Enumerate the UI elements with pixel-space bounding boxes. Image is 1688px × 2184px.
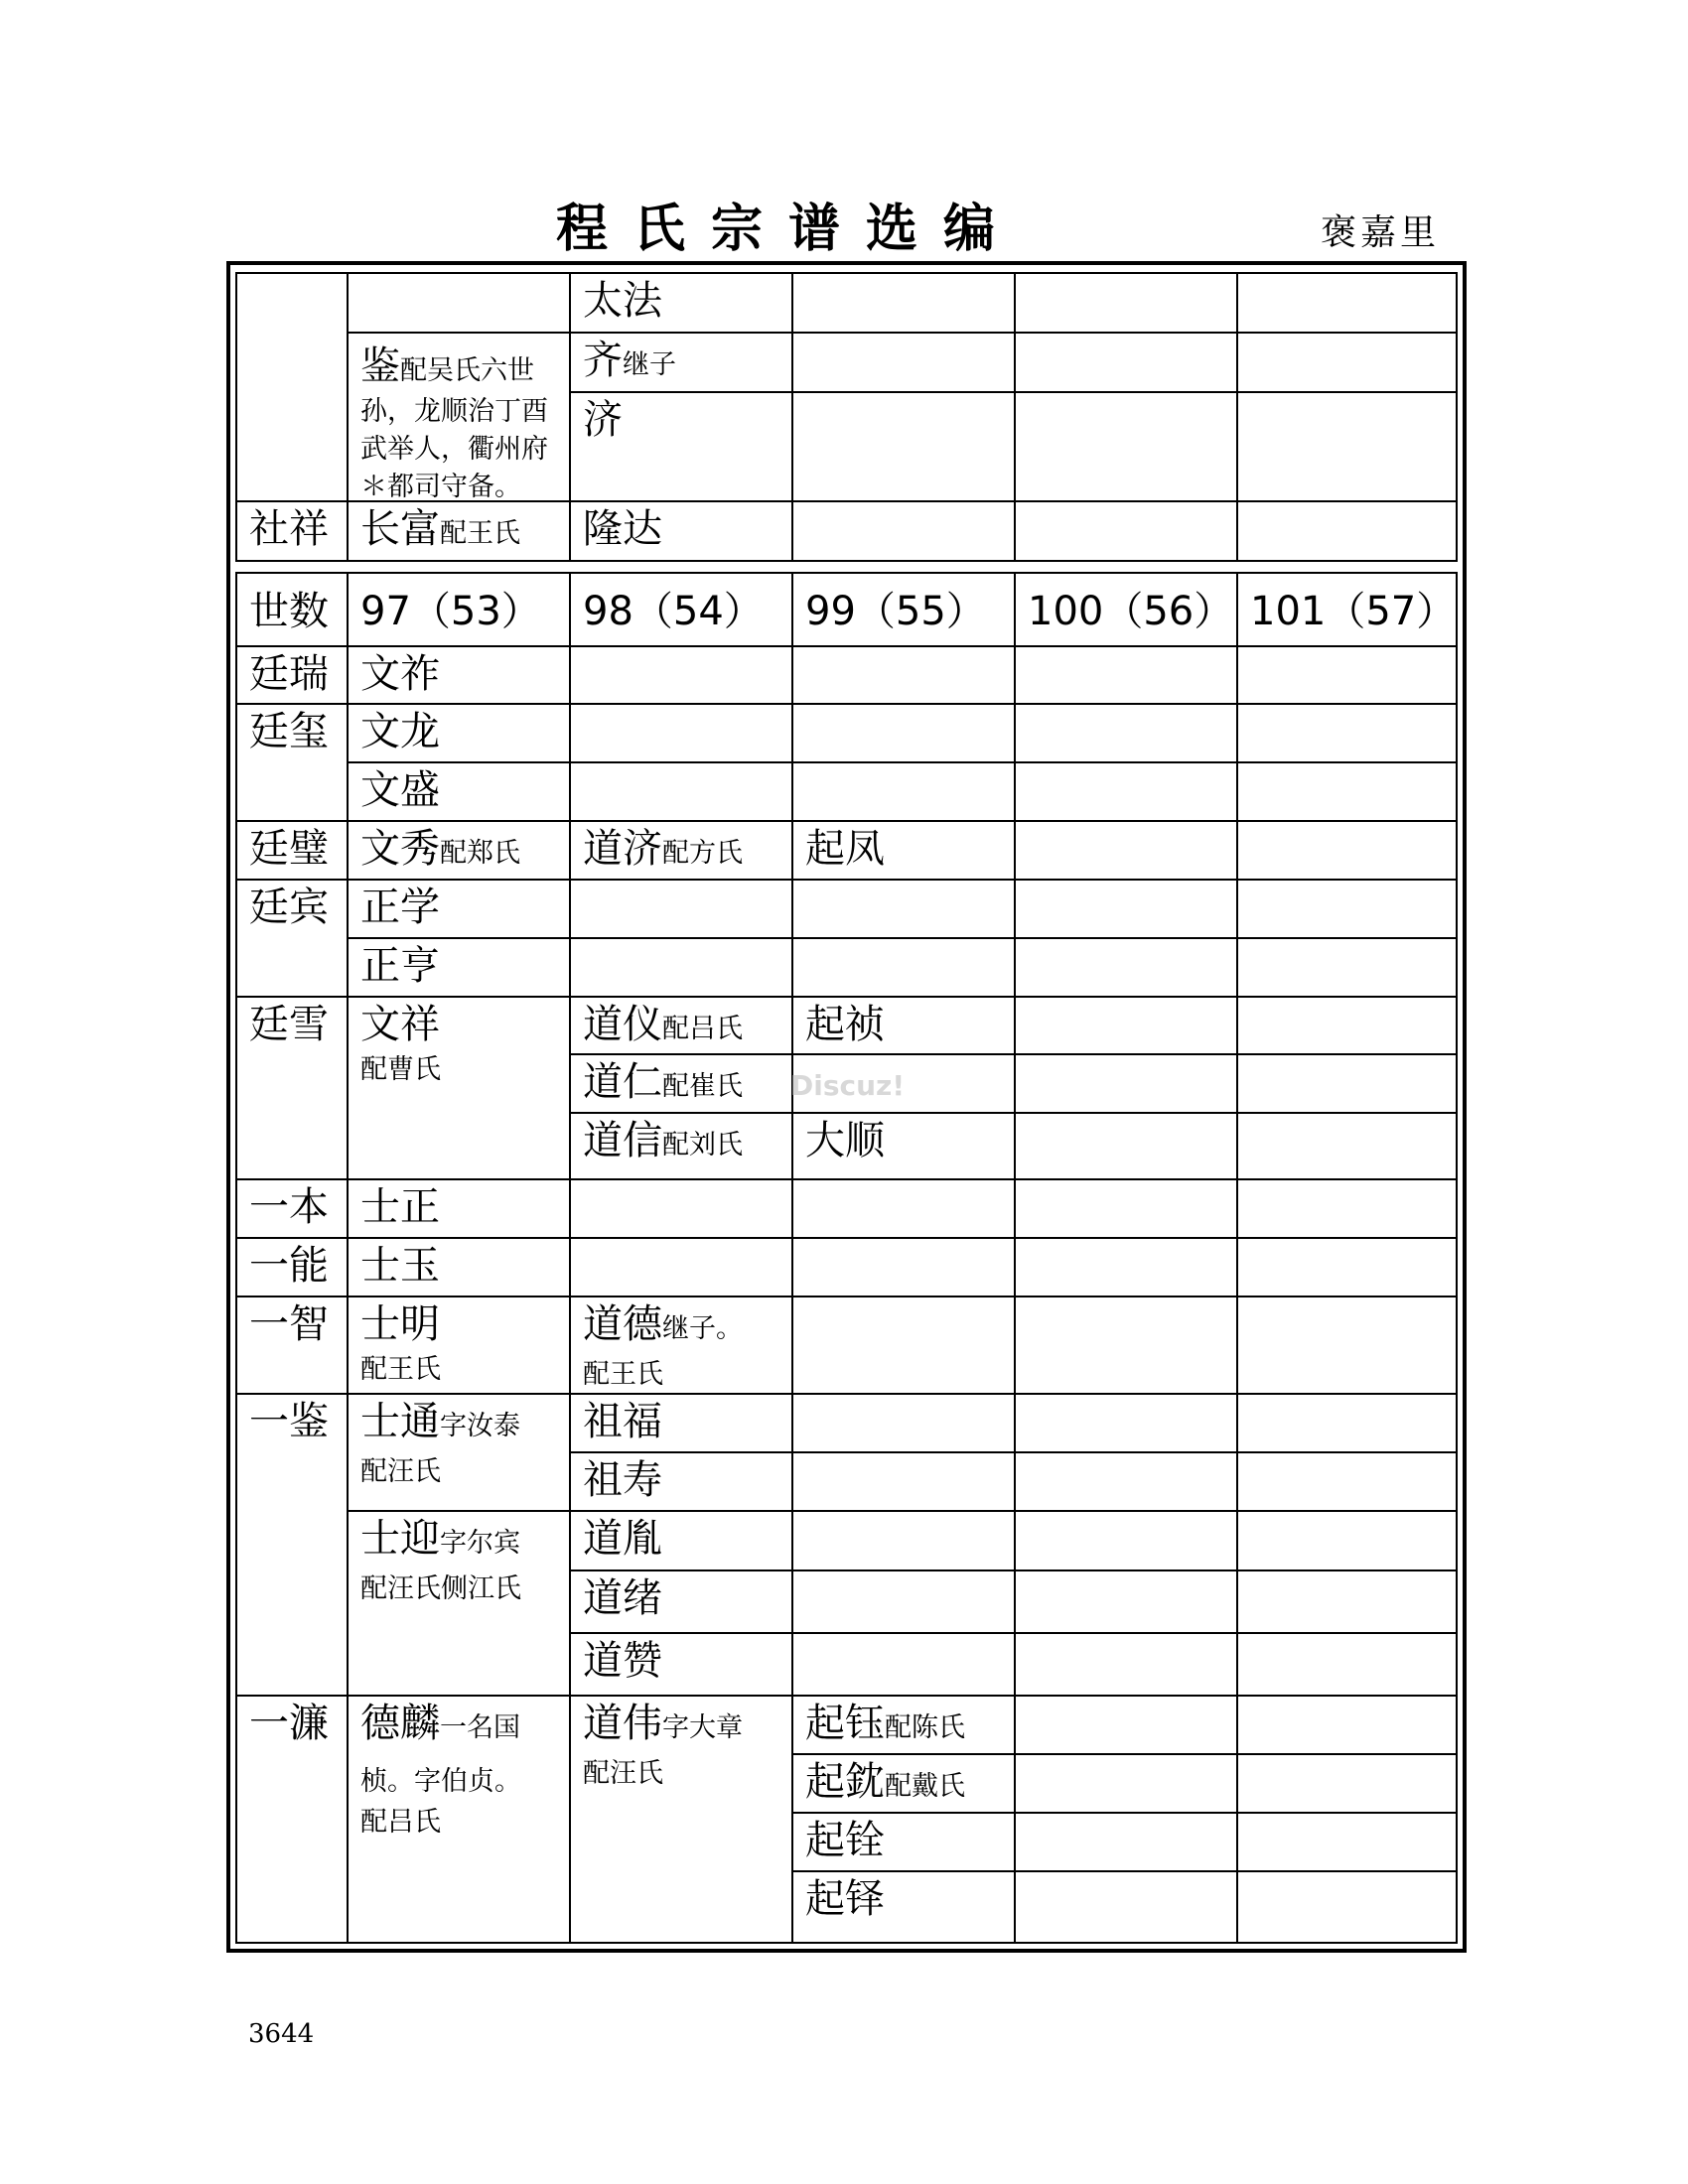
- empty-cell: [1236, 820, 1458, 881]
- person-name: 道仪: [583, 1002, 662, 1047]
- person-note: 配吴氏六世孙，龙顺治丁酉武举人，衢州府＊都司守备。: [360, 355, 548, 502]
- gen-cell-yijian: 一鉴: [235, 1393, 349, 1697]
- empty-cell: [791, 1237, 1016, 1297]
- person-name: 德麟: [360, 1701, 440, 1746]
- person-cell: 士玉: [347, 1237, 571, 1297]
- block1-r1-c2: 太法: [569, 272, 793, 334]
- empty-cell: [569, 761, 793, 822]
- empty-cell: [1014, 1237, 1238, 1297]
- gen-cell-tingbi: 廷璧: [235, 820, 349, 881]
- block1-r4-c2: 隆达: [569, 500, 793, 562]
- empty-cell: [1236, 1695, 1458, 1755]
- empty-cell: [1236, 1812, 1458, 1872]
- empty-cell: [791, 1451, 1016, 1512]
- watermark: Discuz!: [790, 1069, 906, 1102]
- person-name: 士通: [360, 1399, 440, 1444]
- empty-cell: [569, 1178, 793, 1239]
- empty-cell: [569, 645, 793, 705]
- empty-cell: [1014, 937, 1238, 998]
- gen-cell-tingxue: 廷雪: [235, 996, 349, 1180]
- person-note: 配汪氏: [360, 1456, 441, 1487]
- gen-header-101: 101（57）: [1236, 572, 1458, 647]
- person-cell: [569, 996, 793, 1055]
- person-cell: 道胤: [569, 1510, 793, 1571]
- empty-cell: [1014, 703, 1238, 763]
- empty-cell: [1236, 1451, 1458, 1512]
- person-name: 士明: [360, 1301, 440, 1347]
- person-note: 配汪氏侧江氏: [360, 1573, 521, 1604]
- empty-cell: [569, 1237, 793, 1297]
- empty-cell: [791, 1393, 1016, 1453]
- person-cell: [569, 1695, 793, 1944]
- empty-cell: [791, 645, 1016, 705]
- empty-cell: [1014, 1178, 1238, 1239]
- person-name: 起钰: [805, 1701, 885, 1746]
- empty-cell: [1236, 1237, 1458, 1297]
- person-cell: 正亨: [347, 937, 571, 998]
- empty-cell: [791, 1632, 1016, 1697]
- block1-r3-c3: [791, 391, 1016, 502]
- gen-header-98: 98（54）: [569, 572, 793, 647]
- block1-gen-cell-empty: [235, 272, 349, 502]
- person-cell: [791, 1695, 1016, 1755]
- person-cell: 起铨: [791, 1812, 1016, 1872]
- person-note: 配汪氏: [583, 1758, 663, 1789]
- gen-cell-tingbin: 廷宾: [235, 879, 349, 998]
- person-cell: [569, 1053, 793, 1114]
- empty-cell: [1236, 1510, 1458, 1571]
- empty-cell: [791, 703, 1016, 763]
- empty-cell: [1014, 996, 1238, 1055]
- person-cell: 道赞: [569, 1632, 793, 1697]
- empty-cell: [569, 703, 793, 763]
- block1-r4-c1: [347, 500, 571, 562]
- block1-r1-c1-empty: [347, 272, 571, 334]
- person-cell: 起铎: [791, 1870, 1016, 1944]
- block1-r2-c4: [1014, 332, 1238, 393]
- empty-cell: [1236, 1178, 1458, 1239]
- person-cell: 士正: [347, 1178, 571, 1239]
- empty-cell: [1236, 1296, 1458, 1395]
- person-name: 文祥: [360, 1002, 440, 1047]
- empty-cell: [1014, 1753, 1238, 1814]
- person-note: 配陈氏: [885, 1712, 965, 1743]
- person-cell: [569, 820, 793, 881]
- person-cell: [347, 996, 571, 1180]
- empty-cell: [1236, 1753, 1458, 1814]
- empty-cell: [1014, 1570, 1238, 1634]
- gen-cell-yilian: 一濂: [235, 1695, 349, 1944]
- person-cell: 祖福: [569, 1393, 793, 1453]
- block1-r2-c1: [347, 332, 571, 502]
- person-note: 配吕氏: [662, 1014, 743, 1044]
- empty-cell: [1236, 937, 1458, 998]
- person-note: 配王氏: [360, 1354, 441, 1385]
- block1-r1-c4: [1014, 272, 1238, 334]
- empty-cell: [1236, 1112, 1458, 1180]
- empty-cell: [1014, 1695, 1238, 1755]
- person-cell: 起凤: [791, 820, 1016, 881]
- person-note: 字汝泰: [440, 1411, 520, 1441]
- person-cell: 文龙: [347, 703, 571, 763]
- block1-r4-c3: [791, 500, 1016, 562]
- person-note: 字尔宾: [440, 1528, 520, 1559]
- gen-header-label: 世数: [235, 572, 349, 647]
- gen-header-100: 100（56）: [1014, 572, 1238, 647]
- gen-cell-yiben: 一本: [235, 1178, 349, 1239]
- person-note: 配王氏: [440, 518, 520, 549]
- person-cell: [569, 1296, 793, 1395]
- block1-r3-c5: [1236, 391, 1458, 502]
- empty-cell: [1014, 1870, 1238, 1944]
- person-name: 道德: [583, 1301, 662, 1347]
- person-cell: 文祚: [347, 645, 571, 705]
- empty-cell: [1014, 1632, 1238, 1697]
- empty-cell: [791, 1570, 1016, 1634]
- person-cell: [347, 1296, 571, 1395]
- block1-r4-c5: [1236, 500, 1458, 562]
- empty-cell: [791, 1510, 1016, 1571]
- empty-cell: [1014, 1393, 1238, 1453]
- empty-cell: [569, 879, 793, 939]
- person-note: 配曹氏: [360, 1054, 441, 1085]
- empty-cell: [1014, 1510, 1238, 1571]
- person-note: 字大章: [662, 1712, 743, 1743]
- person-name: 齐: [583, 338, 623, 383]
- empty-cell: [791, 879, 1016, 939]
- person-name: 长富: [360, 506, 440, 552]
- person-cell: 道绪: [569, 1570, 793, 1634]
- gen-cell-shexiang: 社祥: [235, 500, 349, 562]
- person-note: 配刘氏: [662, 1130, 743, 1160]
- person-cell: [347, 1695, 571, 1944]
- person-note: 配戴氏: [885, 1771, 965, 1802]
- person-name: 士迎: [360, 1516, 440, 1562]
- person-name: 鉴: [360, 343, 400, 389]
- empty-cell: [1236, 1393, 1458, 1453]
- block1-r1-c5: [1236, 272, 1458, 334]
- page-title: 程氏宗谱选编: [556, 199, 1022, 259]
- person-note: 配方氏: [662, 838, 743, 869]
- empty-cell: [1014, 645, 1238, 705]
- empty-cell: [1236, 996, 1458, 1055]
- empty-cell: [1014, 1451, 1238, 1512]
- empty-cell: [1014, 1296, 1238, 1395]
- person-name: 道仁: [583, 1059, 662, 1105]
- person-cell: [347, 1393, 571, 1512]
- person-cell: 大顺: [791, 1112, 1016, 1180]
- empty-cell: [1014, 879, 1238, 939]
- place-name: 褒嘉里: [1321, 212, 1441, 253]
- empty-cell: [791, 1178, 1016, 1239]
- block1-r3-c2: 济: [569, 391, 793, 502]
- empty-cell: [569, 937, 793, 998]
- empty-cell: [1014, 820, 1238, 881]
- gen-cell-tingxi: 廷玺: [235, 703, 349, 822]
- person-cell: [347, 1510, 571, 1697]
- empty-cell: [1236, 1870, 1458, 1944]
- page-number: 3644: [248, 2019, 315, 2049]
- gen-header-99: 99（55）: [791, 572, 1016, 647]
- person-note: 继子。: [662, 1313, 743, 1344]
- empty-cell: [1014, 1053, 1238, 1114]
- person-note: 配郑氏: [440, 838, 520, 869]
- empty-cell: [1236, 1632, 1458, 1697]
- person-cell: [347, 820, 571, 881]
- empty-cell: [1236, 1053, 1458, 1114]
- person-cell: [569, 1112, 793, 1180]
- person-cell: 正学: [347, 879, 571, 939]
- person-note: 配崔氏: [662, 1071, 743, 1102]
- empty-cell: [791, 1296, 1016, 1395]
- person-note: 配王氏: [583, 1359, 663, 1390]
- person-name: 道信: [583, 1118, 662, 1163]
- block1-r1-c3: [791, 272, 1016, 334]
- empty-cell: [1236, 703, 1458, 763]
- person-cell: [791, 1753, 1016, 1814]
- empty-cell: [791, 937, 1016, 998]
- person-cell: 祖寿: [569, 1451, 793, 1512]
- empty-cell: [1236, 1570, 1458, 1634]
- person-name: 起鈂: [805, 1759, 885, 1805]
- gen-header-97: 97（53）: [347, 572, 571, 647]
- empty-cell: [1236, 645, 1458, 705]
- gen-cell-yineng: 一能: [235, 1237, 349, 1297]
- block1-r3-c4: [1014, 391, 1238, 502]
- empty-cell: [791, 761, 1016, 822]
- block1-r2-c3: [791, 332, 1016, 393]
- person-name: 道伟: [583, 1701, 662, 1746]
- block1-r2-c5: [1236, 332, 1458, 393]
- person-name: 道济: [583, 826, 662, 872]
- empty-cell: [1014, 1812, 1238, 1872]
- gen-cell-yizhi: 一智: [235, 1296, 349, 1395]
- empty-cell: [1236, 761, 1458, 822]
- empty-cell: [1236, 879, 1458, 939]
- block1-r2-c2: [569, 332, 793, 393]
- person-note: 继子: [623, 349, 676, 380]
- empty-cell: [1014, 761, 1238, 822]
- person-cell: 起祯: [791, 996, 1016, 1055]
- empty-cell: [1014, 1112, 1238, 1180]
- block1-r4-c4: [1014, 500, 1238, 562]
- person-note: 配吕氏: [360, 1807, 441, 1838]
- gen-cell-tingrui: 廷瑞: [235, 645, 349, 705]
- person-name: 文秀: [360, 826, 440, 872]
- person-note: 一名国桢。字伯贞。: [360, 1712, 521, 1797]
- person-cell: 文盛: [347, 761, 571, 822]
